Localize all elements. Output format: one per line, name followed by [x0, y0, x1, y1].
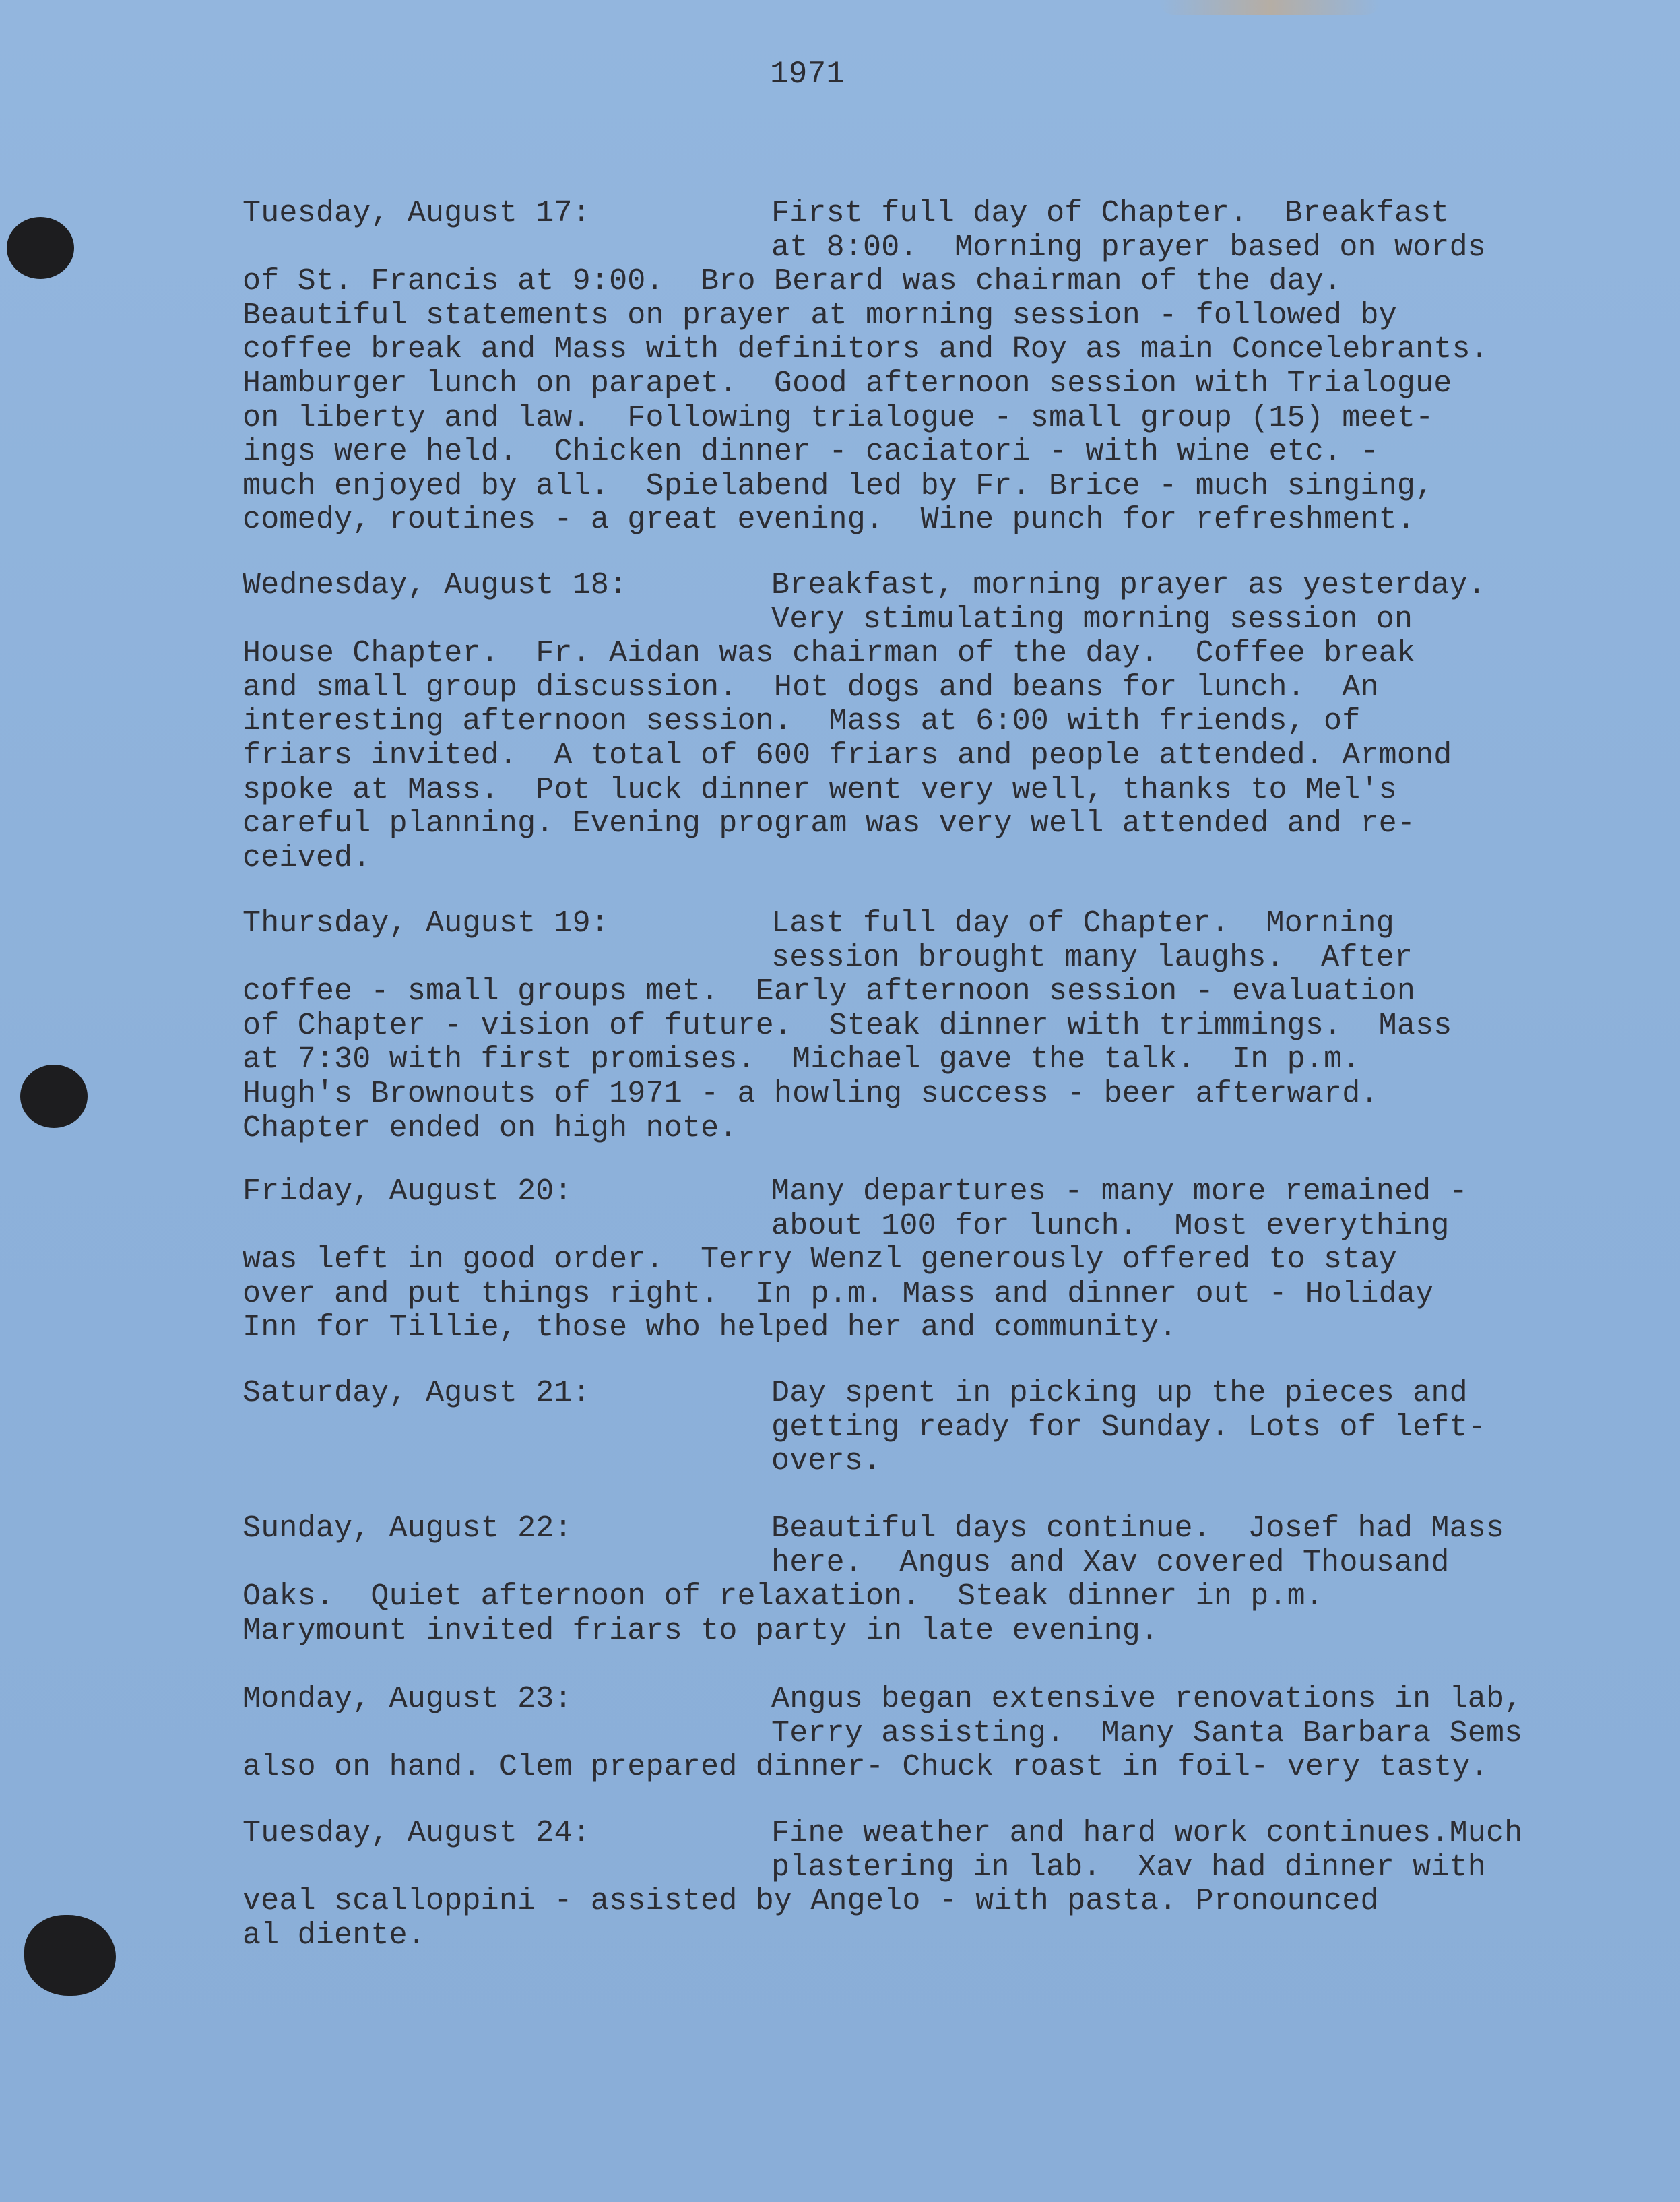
entry-line: also on hand. Clem prepared dinner- Chuck roast in foil- very tasty.	[243, 1750, 1489, 1785]
entry-line: was left in good order. Terry Wenzl generously offered to stay	[243, 1242, 1397, 1278]
entry-line: friars invited. A total of 600 friars and people attended. Armond	[243, 738, 1452, 773]
entry-date: Tuesday, August 17:	[243, 196, 591, 230]
entry-header-row	[243, 1546, 1630, 1581]
punch-hole	[24, 1915, 116, 1996]
entry	[243, 1682, 1630, 1785]
entry-line: Hugh's Brownouts of 1971 - a howling success - beer afterward.	[243, 1076, 1379, 1111]
entry-first-line: Fine weather and hard work continues.Much	[771, 1816, 1523, 1850]
entry-first-line: First full day of Chapter. Breakfast	[771, 196, 1450, 230]
entry-header-row	[243, 1682, 1630, 1717]
entry-line: at 7:30 with first promises. Michael gave the talk. In p.m.	[243, 1042, 1361, 1077]
entry-first-line: plastering in lab. Xav had dinner with	[771, 1850, 1486, 1885]
entry	[243, 569, 1630, 875]
entry-header-row	[243, 197, 1630, 231]
entry-first-line: about 100 for lunch. Most everything	[771, 1208, 1450, 1243]
paper-stain	[1159, 0, 1381, 15]
entry-date: Sunday, August 22:	[243, 1511, 573, 1546]
entry-first-line: here. Angus and Xav covered Thousand	[771, 1545, 1450, 1580]
entry-date: Tuesday, August 24:	[243, 1816, 591, 1850]
entry-first-line: session brought many laughs. After	[771, 940, 1413, 975]
entry-line: much enjoyed by all. Spielabend led by Fr. Brice - much singing,	[243, 468, 1434, 503]
entry-line: Oaks. Quiet afternoon of relaxation. Steak dinner in p.m.	[243, 1579, 1324, 1614]
entry-line: ings were held. Chicken dinner - caciatori - with wine etc. -	[243, 435, 1379, 470]
entry-header-row	[243, 1445, 1630, 1479]
entry-line: careful planning. Evening program was very well attended and re-	[243, 807, 1416, 842]
entry-line: spoke at Mass. Pot luck dinner went very well, thanks to Mel's	[243, 772, 1397, 807]
entry-line: Inn for Tillie, those who helped her and community.	[243, 1311, 1177, 1346]
entry-line: comedy, routines - a great evening. Wine punch for refreshment.	[243, 503, 1416, 538]
entry-line: of St. Francis at 9:00. Bro Berard was chairman of the day.	[243, 264, 1343, 299]
entry-line: over and put things right. In p.m. Mass and dinner out - Holiday	[243, 1276, 1434, 1311]
entry-header-row	[243, 907, 1630, 941]
entry-line: coffee - small groups met. Early afternoon session - evaluation	[243, 974, 1416, 1009]
entry-line: veal scalloppini - assisted by Angelo - with pasta. Pronounced	[243, 1884, 1379, 1919]
entry-first-line: Beautiful days continue. Josef had Mass	[771, 1511, 1505, 1546]
entry-line: ceived.	[243, 840, 371, 875]
entry-header-row	[243, 1717, 1630, 1751]
page-year: 1971	[770, 57, 845, 92]
entry-first-line: Last full day of Chapter. Morning	[771, 906, 1394, 941]
entry-first-line: at 8:00. Morning prayer based on words	[771, 230, 1486, 265]
entry-first-line: Breakfast, morning prayer as yesterday.	[771, 568, 1486, 602]
entry	[243, 1377, 1630, 1479]
entry-first-line: Terry assisting. Many Santa Barbara Sems	[771, 1716, 1523, 1751]
entry-date: Saturday, Agust 21:	[243, 1376, 591, 1410]
entry-first-line: Angus began extensive renovations in lab,	[771, 1682, 1523, 1716]
entry-line: of Chapter - vision of future. Steak dinner with trimmings. Mass	[243, 1008, 1452, 1043]
entry-line: on liberty and law. Following trialogue - small group (15) meet-	[243, 400, 1434, 435]
entry	[243, 1175, 1630, 1346]
entry-line: interesting afternoon session. Mass at 6:00 with friends, of	[243, 704, 1361, 739]
entry-line: Marymount invited friars to party in late evening.	[243, 1613, 1159, 1648]
entry-line: House Chapter. Fr. Aidan was chairman of the day. Coffee break	[243, 636, 1416, 671]
entry-line: Chapter ended on high note.	[243, 1110, 738, 1145]
entry-date: Thursday, August 19:	[243, 906, 610, 941]
punch-hole	[20, 1065, 88, 1128]
entry-date: Friday, August 20:	[243, 1174, 573, 1209]
entry-first-line: Day spent in picking up the pieces and	[771, 1376, 1468, 1410]
entry	[243, 197, 1630, 538]
entry-line: Beautiful statements on prayer at morning session - followed by	[243, 298, 1397, 333]
entry-header-row	[243, 941, 1630, 976]
entry-header-row	[243, 1851, 1630, 1885]
punch-hole	[7, 217, 74, 279]
entry-first-line: Many departures - many more remained -	[771, 1174, 1468, 1209]
entry-header-row	[243, 569, 1630, 603]
entry-first-line: overs.	[771, 1444, 882, 1479]
entry-date: Wednesday, August 18:	[243, 568, 628, 602]
entry-first-line: Very stimulating morning session on	[771, 602, 1413, 637]
entry-header-row	[243, 1175, 1630, 1209]
entry-header-row	[243, 231, 1630, 265]
entry	[243, 1817, 1630, 1953]
entry-date: Monday, August 23:	[243, 1682, 573, 1716]
entry-header-row	[243, 1377, 1630, 1411]
entry-line: Hamburger lunch on parapet. Good afternoon session with Trialogue	[243, 366, 1452, 401]
entry-header-row	[243, 1512, 1630, 1546]
entry-header-row	[243, 1209, 1630, 1244]
entry-line: coffee break and Mass with definitors and Roy as main Concelebrants.	[243, 332, 1489, 367]
entry-line: and small group discussion. Hot dogs and beans for lunch. An	[243, 670, 1379, 705]
entry-header-row	[243, 603, 1630, 637]
entry	[243, 907, 1630, 1145]
entry-line: al diente.	[243, 1918, 426, 1953]
entry-header-row	[243, 1817, 1630, 1851]
entry-first-line: getting ready for Sunday. Lots of left-	[771, 1410, 1486, 1445]
entry	[243, 1512, 1630, 1648]
entry-header-row	[243, 1411, 1630, 1445]
